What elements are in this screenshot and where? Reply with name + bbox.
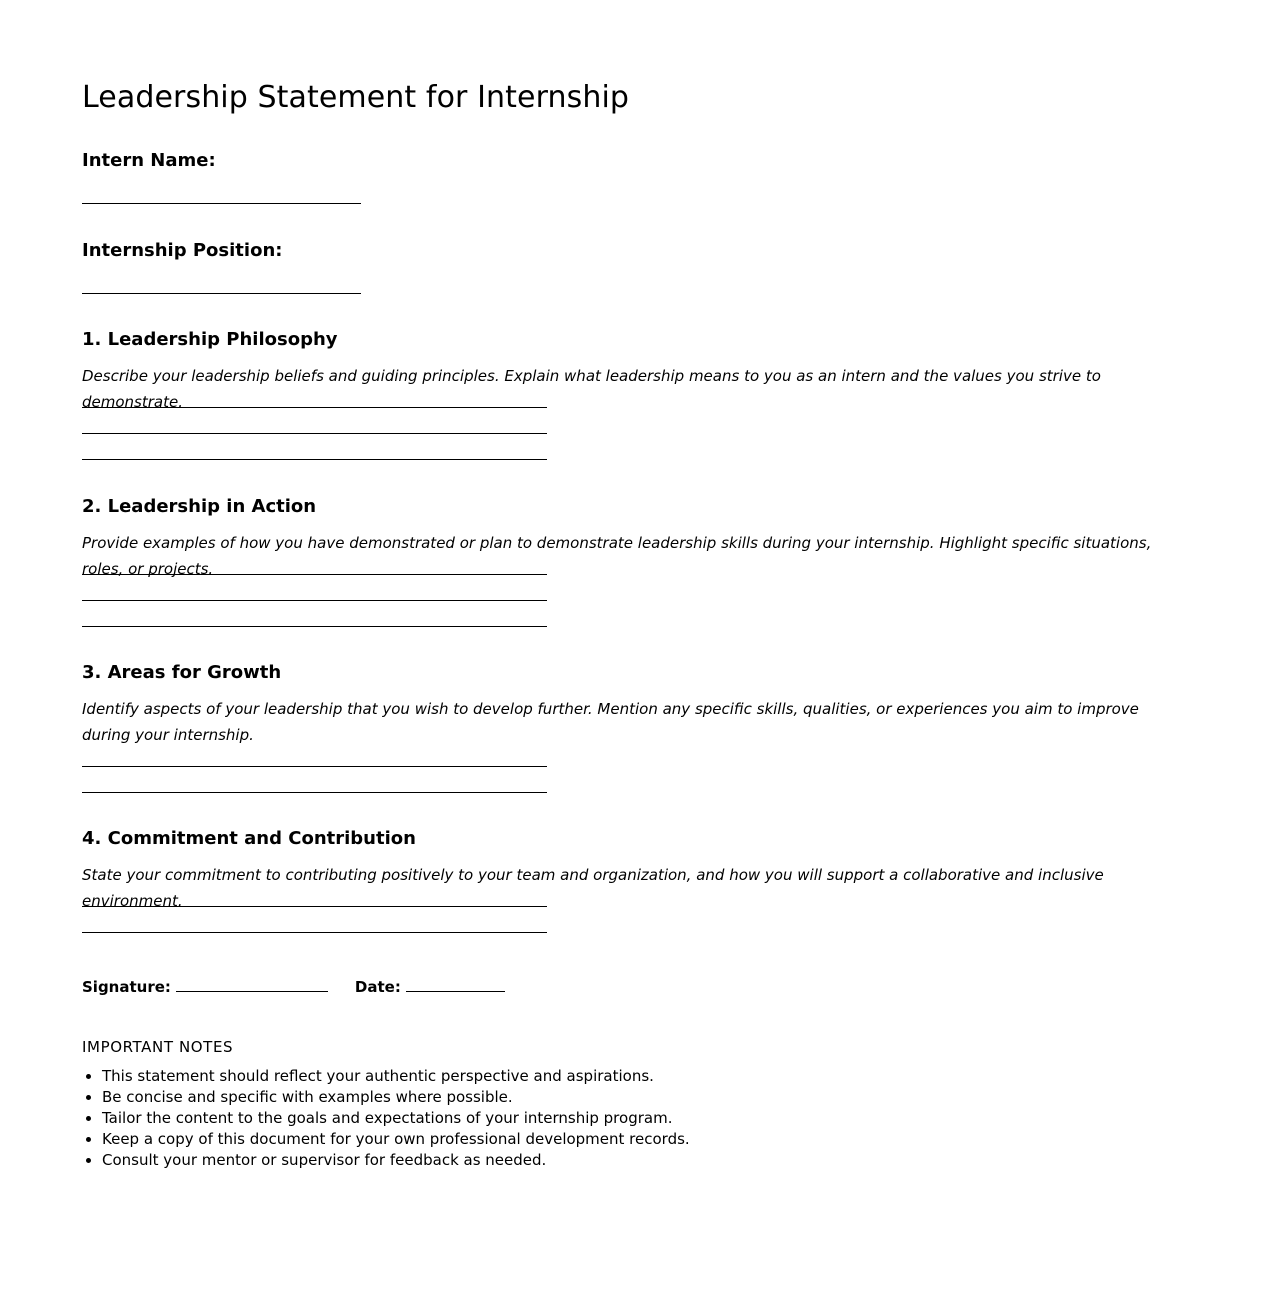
answer-line[interactable] <box>82 626 547 627</box>
section-description: Describe your leadership beliefs and guiding principles. Explain what leadership means to you as an intern and the values you strive to demonstrate. <box>82 367 1101 411</box>
intern-name-blank[interactable] <box>82 203 361 204</box>
section-heading: 2. Leadership in Action <box>82 496 317 517</box>
bullet-icon <box>86 1074 91 1079</box>
signature-label: Signature: <box>82 978 171 996</box>
answer-line[interactable] <box>82 433 547 434</box>
section-description: Identify aspects of your leadership that you wish to develop further. Mention any specific skills, qualities, or experiences you aim to improve during your internship. <box>82 700 1139 744</box>
signature-blank[interactable] <box>176 979 328 992</box>
answer-line[interactable] <box>82 459 547 460</box>
section-description: Provide examples of how you have demonstrated or plan to demonstrate leadership skills during your internship. Highlight specific situations, roles, or projects. <box>82 534 1152 578</box>
document-title: Leadership Statement for Internship <box>82 80 630 115</box>
note-item <box>82 1108 690 1129</box>
section-heading: 4. Commitment and Contribution <box>82 828 416 849</box>
note-item <box>82 1087 690 1108</box>
note-text: Be concise and specific with examples where possible. <box>102 1088 513 1106</box>
date-blank[interactable] <box>406 979 505 992</box>
answer-line[interactable] <box>82 932 547 933</box>
note-text: Keep a copy of this document for your own professional development records. <box>102 1130 690 1148</box>
answer-line[interactable] <box>82 600 547 601</box>
internship-position-blank[interactable] <box>82 293 361 294</box>
intern-name-label: Intern Name: <box>82 150 216 171</box>
note-text: Consult your mentor or supervisor for feedback as needed. <box>102 1151 547 1169</box>
bullet-icon <box>86 1116 91 1121</box>
answer-line[interactable] <box>82 574 547 575</box>
section-heading: 3. Areas for Growth <box>82 662 282 683</box>
section-description: State your commitment to contributing positively to your team and organization, and how you will support a collaborative and inclusive environment. <box>82 866 1104 910</box>
signature-group <box>82 978 328 996</box>
answer-line[interactable] <box>82 407 547 408</box>
bullet-icon <box>86 1095 91 1100</box>
note-item <box>82 1066 690 1087</box>
note-item <box>82 1129 690 1150</box>
answer-line[interactable] <box>82 906 547 907</box>
note-text: This statement should reflect your authentic perspective and aspirations. <box>102 1067 654 1085</box>
answer-line[interactable] <box>82 766 547 767</box>
note-text: Tailor the content to the goals and expectations of your internship program. <box>102 1109 673 1127</box>
bullet-icon <box>86 1158 91 1163</box>
date-label: Date: <box>354 978 401 996</box>
date-group <box>355 978 505 996</box>
bullet-icon <box>86 1137 91 1142</box>
signature-row <box>82 978 505 996</box>
notes-list <box>82 1066 690 1171</box>
section-heading: 1. Leadership Philosophy <box>82 329 338 350</box>
notes-heading: IMPORTANT NOTES <box>82 1038 234 1056</box>
answer-line[interactable] <box>82 792 547 793</box>
note-item <box>82 1150 690 1171</box>
internship-position-label: Internship Position: <box>82 240 283 261</box>
